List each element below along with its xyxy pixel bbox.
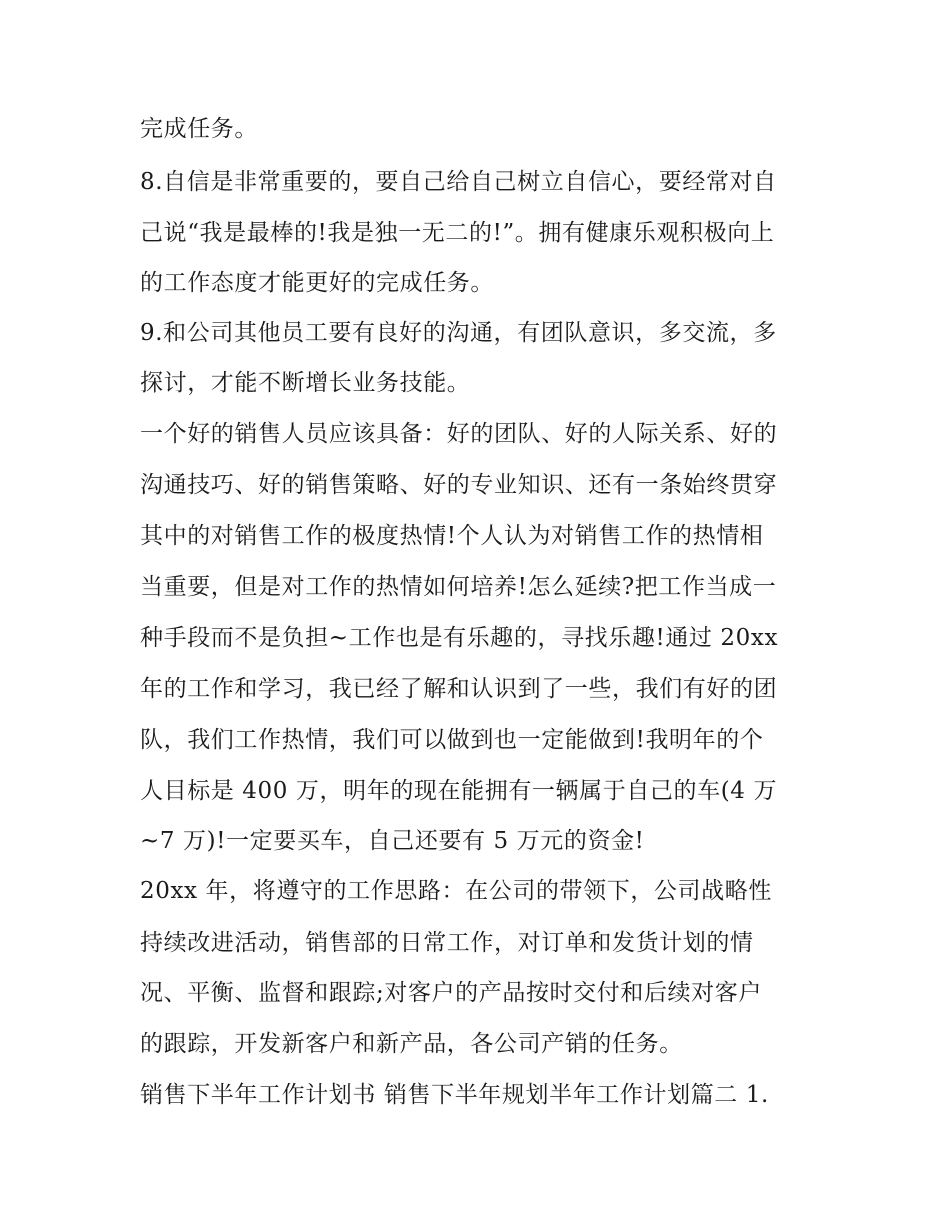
text-line: 销售下半年工作计划书 销售下半年规划半年工作计划篇二 1. xyxy=(140,1082,769,1108)
text-line: ~7 万)!一定要买车，自己还要有 5 万元的资金! xyxy=(140,828,645,854)
text-line: 9.和公司其他员工要有良好的沟通，有团队意识，多交流，多 xyxy=(140,320,777,346)
text-line: 持续改进活动，销售部的日常工作，对订单和发货计划的情 xyxy=(140,930,754,956)
text-line: 况、平衡、监督和跟踪;对客户的产品按时交付和后续对客户 xyxy=(140,980,762,1006)
text-line: 一个好的销售人员应该具备：好的团队、好的人际关系、好的 xyxy=(140,421,778,447)
text-line: 当重要，但是对工作的热情如何培养!怎么延续?把工作当成一 xyxy=(140,574,777,600)
text-line: 8.自信是非常重要的，要自己给自己树立自信心，要经常对自 xyxy=(140,169,777,195)
text-line: 年的工作和学习，我已经了解和认识到了一些，我们有好的团 xyxy=(140,676,778,702)
text-line: 沟通技巧、好的销售策略、好的专业知识、还有一条始终贯穿 xyxy=(140,472,778,498)
text-line: 20xx 年，将遵守的工作思路：在公司的带领下，公司战略性 xyxy=(140,878,772,904)
text-line: 完成任务。 xyxy=(140,116,258,142)
text-line: 其中的对销售工作的极度热情!个人认为对销售工作的热情相 xyxy=(140,523,764,549)
text-line: 队，我们工作热情，我们可以做到也一定能做到!我明年的个 xyxy=(140,727,764,753)
text-line: 的跟踪，开发新客户和新产品，各公司产销的任务。 xyxy=(140,1031,683,1057)
text-line: 探讨，才能不断增长业务技能。 xyxy=(140,370,471,396)
text-line: 人目标是 400 万，明年的现在能拥有一辆属于自己的车(4 万 xyxy=(140,778,778,804)
text-line: 己说“我是最棒的!我是独一无二的!”。拥有健康乐观积极向上 xyxy=(140,220,775,246)
text-line: 种手段而不是负担~工作也是有乐趣的，寻找乐趣!通过 20xx xyxy=(140,625,779,651)
text-line: 的工作态度才能更好的完成任务。 xyxy=(140,270,494,296)
